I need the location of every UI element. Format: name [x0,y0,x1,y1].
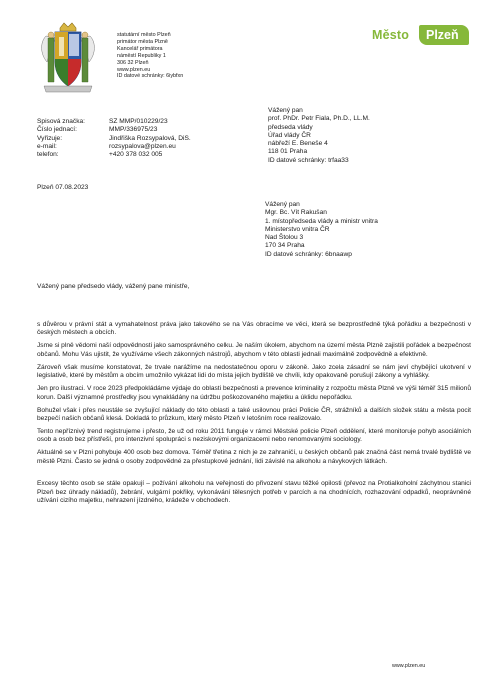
sender-line: statutární město Plzeň [117,32,171,38]
recipient-address-1 [268,107,468,165]
reference-row [37,151,267,159]
recipient-line: nábřeží E. Beneše 4 [268,140,328,148]
reference-value: +420 378 032 005 [109,151,163,159]
brand-badge [419,25,469,45]
reference-label: Číslo jednací: [37,126,77,134]
recipient-line: prof. PhDr. Petr Fiala, Ph.D., LL.M. [268,115,370,123]
reference-label: telefon: [37,151,59,159]
recipient-line: Vážený pan [265,201,300,208]
sender-line: 306 32 Plzeň [117,59,149,66]
reference-label: Spisová značka: [37,118,86,125]
sender-line: náměstí Republiky 1 [117,52,166,59]
reference-label: Vyřizuje: [37,134,63,142]
plzen-coat-of-arms-icon [38,22,98,96]
recipient-line: 1. místopředseda vlády a ministr vnitra [265,217,378,225]
recipient-line: Vážený pan [268,107,303,114]
sender-website: www.plzen.eu [117,66,151,73]
sender-line: primátor města Plzně [117,38,168,45]
recipient-line: 118 01 Praha [268,148,308,156]
recipient-line: ID datové schránky: 6bnaawp [265,250,352,258]
mesto-plzen-logo [372,25,472,47]
body-paragraph: Tento nepříznivý trend registrujeme i přesto, že už od roku 2011 funguje v rámci Městské policie Plzeň oddělení, které monitoruje pohyb asociálních osob a osob bez přístřeší, pro intenzivní spolupráci s neziskovými organizacemi nebo renomovanými sociology. [37,428,471,444]
sender-line: Kancelář primátora [117,45,163,52]
recipient-line: ID datové schránky: trfaa33 [268,156,349,164]
letter-body [37,321,471,510]
recipient-line: 170 34 Praha [265,242,305,250]
reference-value: MMP/336975/23 [109,126,158,134]
recipient-line: Ministerstvo vnitra ČR [265,225,330,233]
reference-label: e-mail: [37,142,57,150]
body-paragraph: Jsme si plně vědomi naší odpovědnosti jako samosprávného celku. Je naším úkolem, abychom na území města Plzně zajistili pořádek a bezpečnost občanů. Mohu Vás ujistit, že využíváme všech zákonných nástrojů, abychom v této oblasti jednali maximálně zodpovědně a efektivně. [37,342,471,358]
body-paragraph: Bohužel však i přes neustále se zvyšující náklady do této oblasti a také usilovnou práci Policie ČR, strážníků a dalších složek státu a města pocit bezpečí našich občanů klesá. Dokladá to průzkum, který město Plzeň v letošním roce realizovalo. [37,406,471,423]
body-paragraph: Excesy těchto osob se stále opakují – požívání alkoholu na veřejnosti do přivození stavu těžké opilosti (převoz na Protialkoholní záchytnou stanici Plzeň bez úhrady nákladů), žebrání, vulgární pokřiky, vykonávání tělesných potřeb v parcích a na chodnících, rozhazování odpadků, neoprávněné užívání cizího majetku, nehrazení jízdného, krádeže v obchodech. [37,480,471,505]
reference-value: rozsypalova@plzen.eu [109,142,176,150]
reference-value: SZ MMP/010229/23 [109,118,168,125]
reference-row [37,135,267,143]
body-paragraph: Jen pro ilustraci. V roce 2023 předpokládáme výdaje do oblasti bezpečnosti a prevence kriminality z rozpočtu města Plzně ve výši téměř 315 milionů korun. Další významné prostředky jsou vynakládány na údržbu poškozovaného majetku a úklidu nepořádku. [37,385,471,401]
brand-name: Plzeň [426,28,459,42]
recipient-line: předseda vlády [268,123,313,131]
salutation: Vážený pane předsedo vlády, vážený pane ministře, [37,283,190,290]
reference-row [37,143,267,151]
letter-date: Plzeň 07.08.2023 [37,184,89,191]
sender-address [117,32,257,80]
sender-line: ID datové schránky: 6iybfxn [117,73,184,80]
reference-value: Jindřiška Rozsypalová, DiS. [109,134,191,142]
reference-row [37,126,267,134]
recipient-address-2 [265,201,465,259]
recipient-line: Nad Štolou 3 [265,234,304,242]
brand-prefix: Město [372,28,410,42]
recipient-line: Mgr. Bc. Vít Rakušan [265,209,327,217]
body-paragraph: Zároveň však musíme konstatovat, že trvale narážíme na nedostatečnou oporu v zákoně. Jako zcela zásadní se nám jeví chybějící ukotvení v legislativě, které by městům a obcím umožnilo vykázat lidi do místa jejich bydliště ve chvíli, kdy opakovaně porušují zákony a vyhlášky. [37,363,471,380]
recipient-line: Úřad vlády ČR [268,131,311,139]
reference-block [37,118,267,159]
body-paragraph: Aktuálně se v Plzni pohybuje 400 osob bez domova. Téměř třetina z nich je ze zahraničí, u českých občanů pak značná část nemá trvalé bydliště ve městě Plzni. Často se jedná o osoby zodpovědné za přestupkové jednání, lidi závislé na alkoholu a návykových látkách. [37,449,471,465]
body-paragraph: s důvěrou v právní stát a vymahatelnost práva jako takového se na Vás obracíme ve věci, která se bezprostředně týká pořádku a bezpečnosti v českých městech a obcích. [37,321,471,337]
footer-website: www.plzen.eu [392,663,426,669]
